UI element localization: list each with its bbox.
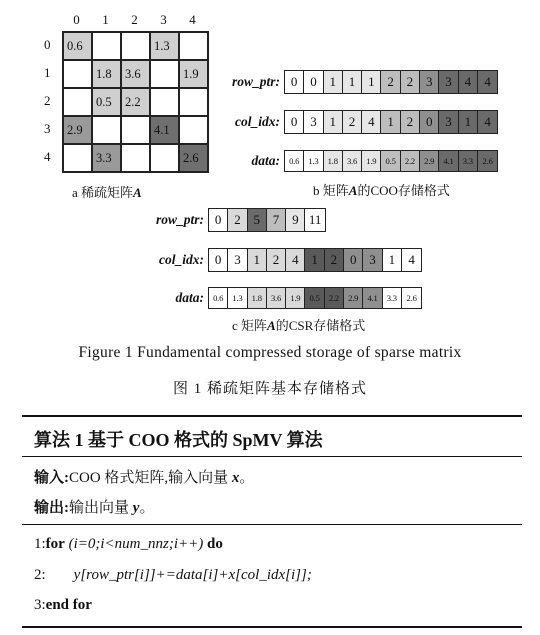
array-cell: 1.9 xyxy=(362,151,381,171)
array-cell: 0.6 xyxy=(285,151,304,171)
row-header: 4 xyxy=(44,149,51,164)
col-header: 0 xyxy=(73,12,80,27)
array-cell: 7 xyxy=(267,209,286,231)
matrix-cell xyxy=(179,116,208,144)
array-cell: 3.3 xyxy=(459,151,478,171)
array-cell: 0 xyxy=(304,71,323,93)
matrix-row xyxy=(63,116,208,144)
csr-caption xyxy=(232,315,365,334)
caption-var: A xyxy=(348,183,358,198)
algorithm-output xyxy=(34,496,154,517)
array-cell: 3 xyxy=(439,111,458,133)
col-header: 4 xyxy=(189,12,196,27)
matrix-cell xyxy=(150,60,179,88)
coo-row-ptr-array xyxy=(284,70,498,94)
matrix-cell xyxy=(121,32,150,60)
array-cell: 2 xyxy=(325,249,344,271)
input-end: 。 xyxy=(239,470,255,486)
array-cell: 2.2 xyxy=(325,288,344,308)
array-cell: 0 xyxy=(344,249,363,271)
array-cell: 4 xyxy=(402,249,421,271)
array-cell: 1 xyxy=(324,111,343,133)
array-cell: 3 xyxy=(439,71,458,93)
input-text: COO 格式矩阵,输入向量 xyxy=(69,470,232,486)
matrix-cell xyxy=(121,116,150,144)
csr-col-idx-array xyxy=(208,248,422,272)
array-cell: 4 xyxy=(478,71,497,93)
array-cell: 4.1 xyxy=(363,288,382,308)
row-header: 1 xyxy=(44,65,51,80)
matrix-cell xyxy=(92,116,121,144)
array-cell: 2 xyxy=(343,111,362,133)
array-cell: 2 xyxy=(267,249,286,271)
matrix-row xyxy=(63,60,208,88)
array-cell: 2.9 xyxy=(420,151,439,171)
matrix-row xyxy=(63,32,208,60)
matrix-cell xyxy=(63,88,92,116)
line-number: 1: xyxy=(34,536,46,552)
output-var: y xyxy=(132,500,140,516)
matrix-cell: 1.9 xyxy=(179,60,208,88)
matrix-cell xyxy=(179,88,208,116)
algorithm-bottom-rule xyxy=(22,626,522,628)
col-header: 2 xyxy=(131,12,138,27)
sparse-matrix-a xyxy=(62,31,209,173)
array-cell: 4 xyxy=(478,111,497,133)
figure-caption-chinese: 图 1 稀疏矩阵基本存储格式 xyxy=(172,381,367,397)
array-cell: 4 xyxy=(286,249,305,271)
array-cell: 3.6 xyxy=(267,288,286,308)
matrix-cell: 0.6 xyxy=(63,32,92,60)
matrix-row xyxy=(63,88,208,116)
coo-caption xyxy=(313,180,450,199)
array-cell: 3 xyxy=(420,71,439,93)
coo-data-label: data: xyxy=(251,153,280,168)
caption-text: b 矩阵 xyxy=(313,183,349,198)
array-cell: 3 xyxy=(228,249,247,271)
array-cell: 0 xyxy=(209,209,228,231)
algorithm-io-rule xyxy=(22,524,522,525)
array-cell: 2 xyxy=(381,71,400,93)
csr-row-ptr-label: row_ptr: xyxy=(155,212,204,227)
caption-text: 的CSR存储格式 xyxy=(275,318,366,333)
line-number: 2: xyxy=(34,567,46,583)
matrix-cell: 0.5 xyxy=(92,88,121,116)
array-cell: 2 xyxy=(228,209,247,231)
array-cell: 1.8 xyxy=(324,151,343,171)
csr-data-array xyxy=(208,287,422,309)
matrix-cell: 2.2 xyxy=(121,88,150,116)
matrix-cell xyxy=(63,144,92,172)
csr-data-label: data: xyxy=(175,290,204,305)
array-cell: 11 xyxy=(305,209,324,231)
array-cell: 4 xyxy=(362,111,381,133)
array-cell: 1.3 xyxy=(304,151,323,171)
row-header: 3 xyxy=(44,121,51,136)
matrix-caption xyxy=(72,182,142,201)
array-cell: 1 xyxy=(343,71,362,93)
matrix-cell: 3.6 xyxy=(121,60,150,88)
keyword-end-for: end for xyxy=(45,597,92,613)
array-cell: 1 xyxy=(362,71,381,93)
row-header: 0 xyxy=(44,37,51,52)
keyword-for: for xyxy=(45,536,65,552)
array-cell: 1.9 xyxy=(286,288,305,308)
matrix-cell xyxy=(63,60,92,88)
array-cell: 1 xyxy=(381,111,400,133)
output-label: 输出: xyxy=(34,500,69,516)
array-cell: 0 xyxy=(420,111,439,133)
array-cell: 2 xyxy=(401,111,420,133)
output-text: 输出向量 xyxy=(69,500,133,516)
array-cell: 0 xyxy=(285,71,304,93)
csr-row-ptr-array xyxy=(208,208,326,232)
caption-text: a 稀疏矩阵 xyxy=(72,185,134,200)
figure-caption-english: Figure 1 Fundamental compressed storage of sparse matrix xyxy=(78,344,462,361)
array-cell: 0 xyxy=(285,111,304,133)
caption-var: A xyxy=(133,185,142,200)
array-cell: 2 xyxy=(401,71,420,93)
input-var: x xyxy=(231,470,240,486)
array-cell: 2.9 xyxy=(344,288,363,308)
matrix-row xyxy=(63,144,208,172)
array-cell: 4.1 xyxy=(439,151,458,171)
array-cell: 3 xyxy=(363,249,382,271)
array-cell: 5 xyxy=(248,209,267,231)
coo-data-array xyxy=(284,150,498,172)
loop-condition: (i=0;i<num_nnz;i++) xyxy=(64,536,207,552)
input-label: 输入: xyxy=(34,470,69,486)
matrix-cell xyxy=(121,144,150,172)
algorithm-title-rule xyxy=(22,456,522,457)
coo-row-ptr-label: row_ptr: xyxy=(231,74,280,89)
matrix-cell: 2.6 xyxy=(179,144,208,172)
array-cell: 9 xyxy=(286,209,305,231)
keyword-do: do xyxy=(206,536,223,552)
array-cell: 0 xyxy=(209,249,228,271)
coo-col-idx-array xyxy=(284,110,498,134)
matrix-cell: 1.3 xyxy=(150,32,179,60)
array-cell: 3.6 xyxy=(343,151,362,171)
loop-body: y[row_ptr[i]]+=data[i]+x[col_idx[i]]; xyxy=(73,567,312,583)
array-cell: 0.5 xyxy=(305,288,324,308)
caption-text: 的COO存储格式 xyxy=(357,183,450,198)
algorithm-top-rule xyxy=(22,415,522,417)
matrix-cell xyxy=(150,144,179,172)
array-cell: 1.3 xyxy=(228,288,247,308)
caption-text: c 矩阵 xyxy=(232,318,268,333)
col-header: 3 xyxy=(160,12,167,27)
line-number: 3: xyxy=(34,597,46,613)
coo-col-idx-label: col_idx: xyxy=(235,114,280,129)
algorithm-line-1 xyxy=(34,536,223,553)
array-cell: 3 xyxy=(304,111,323,133)
algorithm-line-2 xyxy=(34,567,312,584)
matrix-cell: 1.8 xyxy=(92,60,121,88)
matrix-cell: 4.1 xyxy=(150,116,179,144)
array-cell: 4 xyxy=(459,71,478,93)
matrix-cell xyxy=(92,32,121,60)
csr-col-idx-label: col_idx: xyxy=(159,252,204,267)
array-cell: 0.5 xyxy=(381,151,400,171)
algorithm-title: 算法 1 基于 COO 格式的 SpMV 算法 xyxy=(34,430,323,450)
matrix-cell: 2.9 xyxy=(63,116,92,144)
array-cell: 1 xyxy=(324,71,343,93)
array-cell: 1 xyxy=(305,249,324,271)
array-cell: 1 xyxy=(248,249,267,271)
row-header: 2 xyxy=(44,93,51,108)
array-cell: 1 xyxy=(459,111,478,133)
array-cell: 3.3 xyxy=(383,288,402,308)
array-cell: 1 xyxy=(383,249,402,271)
array-cell: 2.2 xyxy=(401,151,420,171)
caption-var: A xyxy=(267,318,276,333)
algorithm-input xyxy=(34,466,254,487)
matrix-cell xyxy=(179,32,208,60)
array-cell: 2.6 xyxy=(478,151,497,171)
algorithm-line-3 xyxy=(34,597,92,614)
array-cell: 1.8 xyxy=(248,288,267,308)
array-cell: 2.6 xyxy=(402,288,421,308)
matrix-cell: 3.3 xyxy=(92,144,121,172)
array-cell: 0.6 xyxy=(209,288,228,308)
output-end: 。 xyxy=(139,500,155,516)
matrix-cell xyxy=(150,88,179,116)
col-header: 1 xyxy=(102,12,109,27)
